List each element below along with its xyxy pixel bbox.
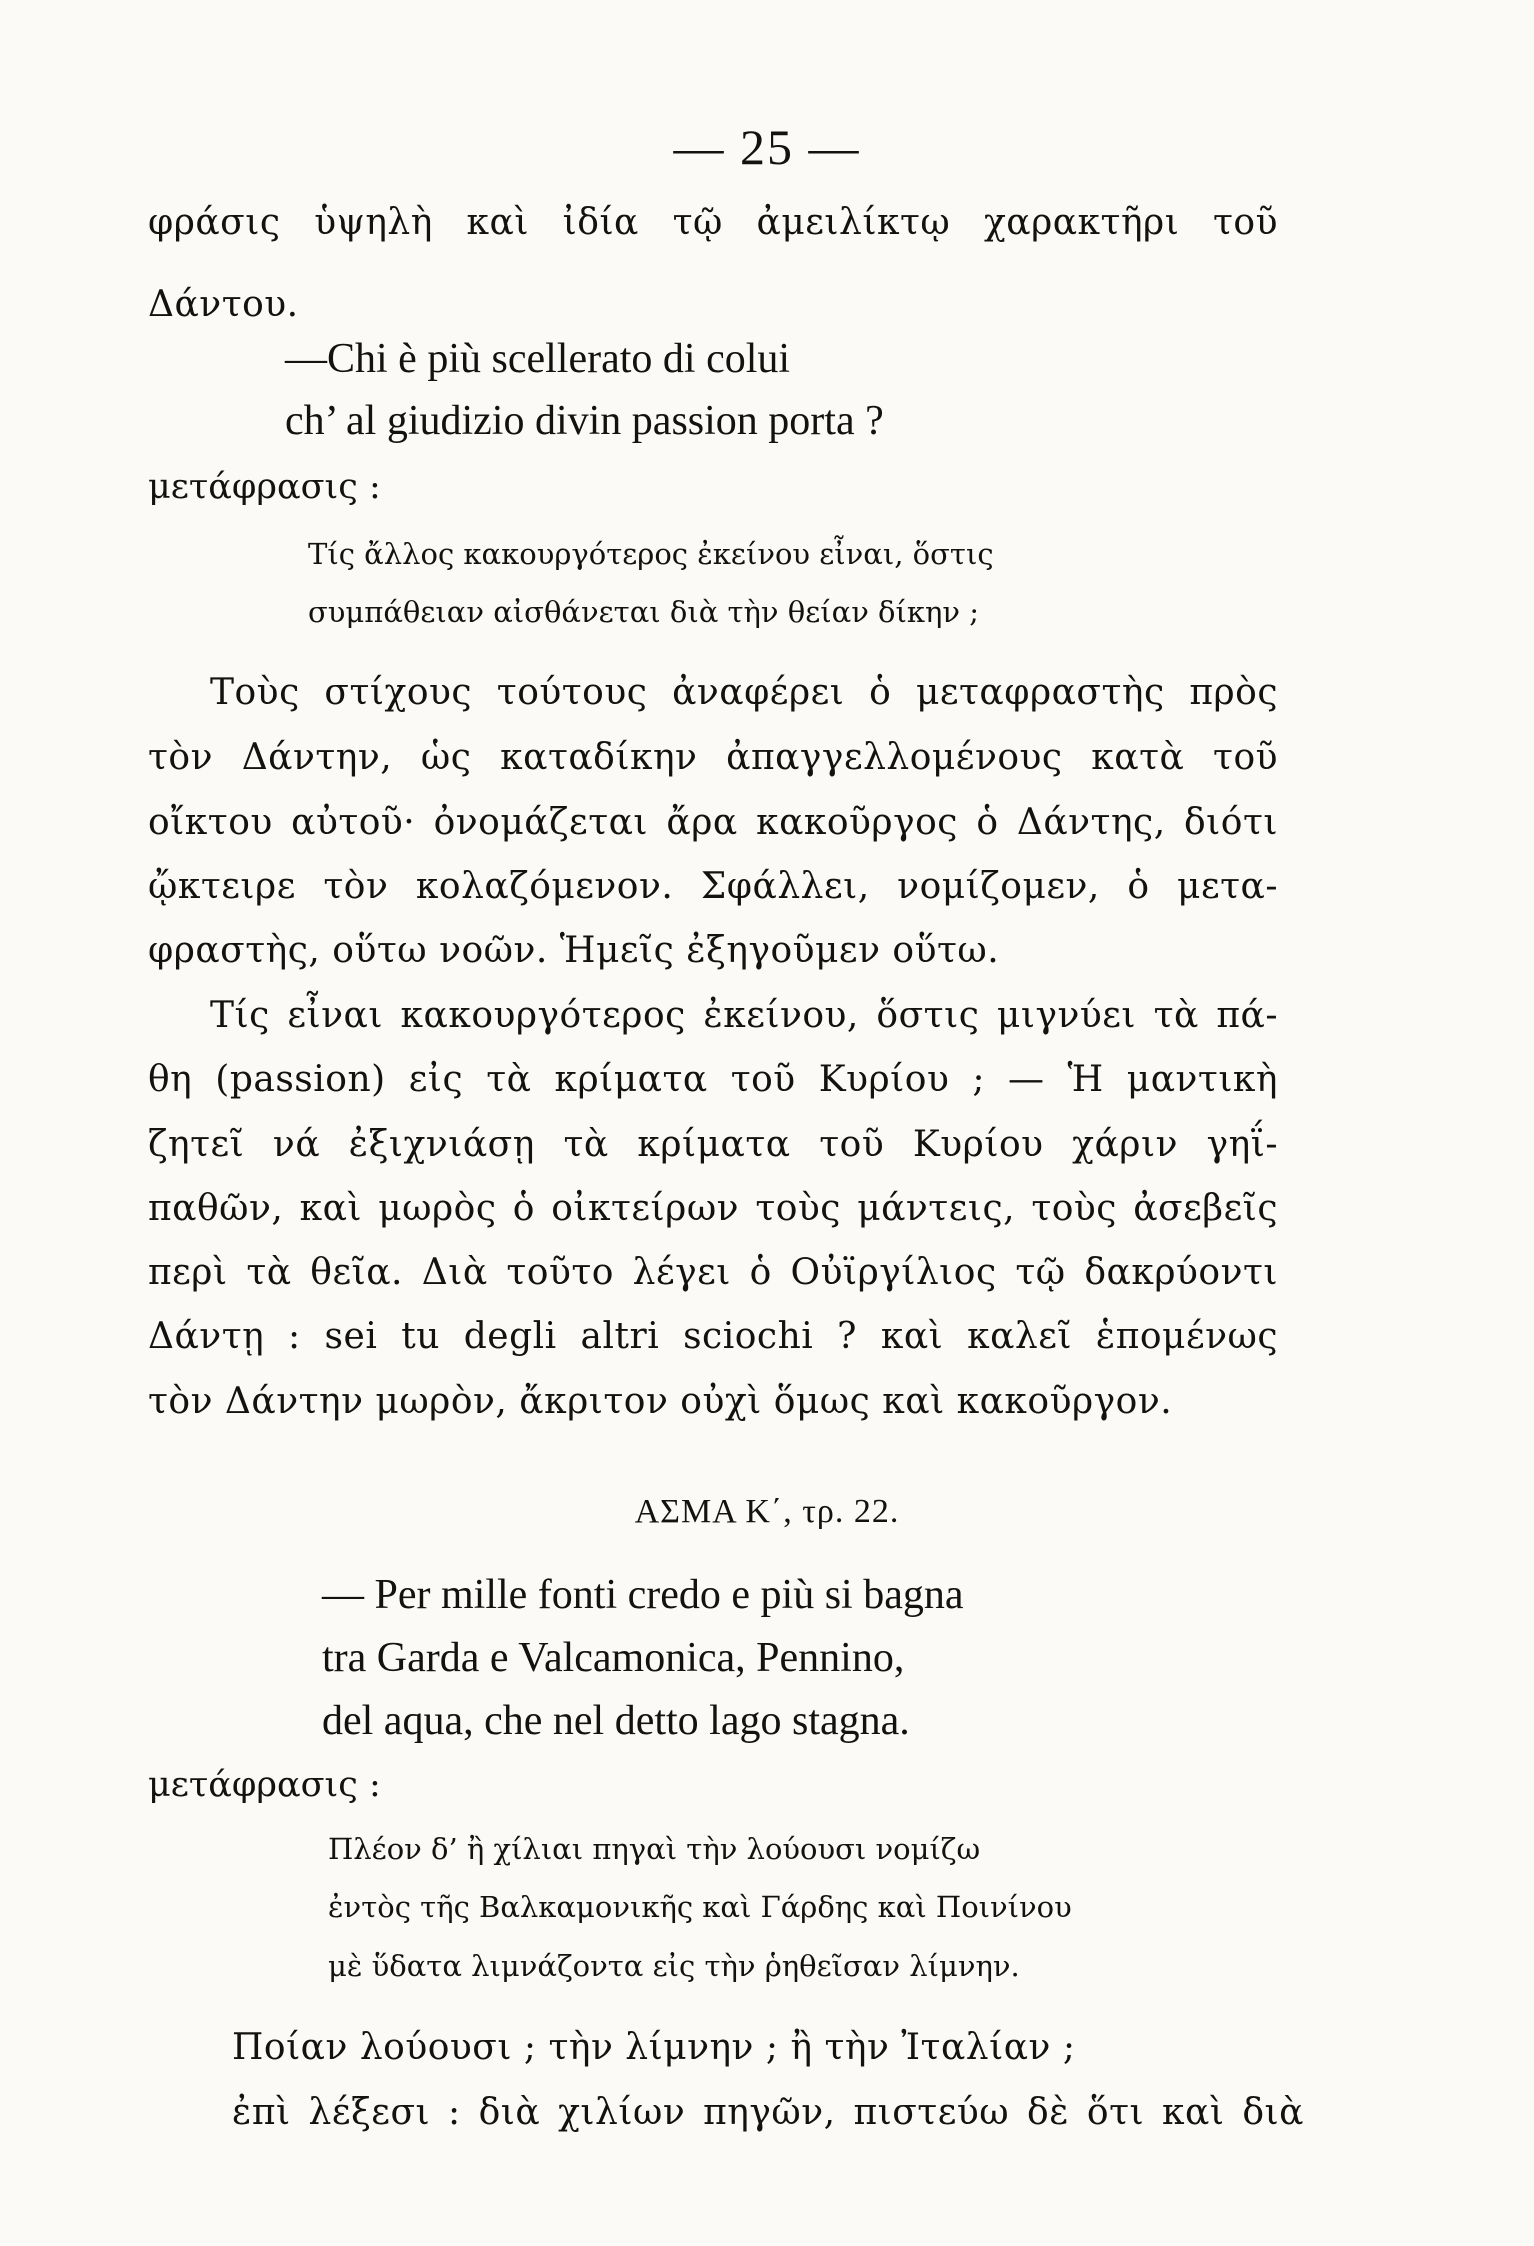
text-line: φραστὴς, οὕτω νοῶν. Ἡμεῖς ἐξηγοῦμεν οὕτω. — [148, 930, 1000, 971]
text-line: Δάντου. — [148, 284, 299, 325]
text-line: ζητεῖ νά ἐξιχνιάσῃ τὰ κρίματα τοῦ Κυρίου χάριν γηΐ- — [148, 1124, 1278, 1165]
page-number: — 25 — — [673, 119, 861, 175]
verse-line: — Per mille fonti credo e più si bagna — [322, 1572, 964, 1618]
text-line: ᾤκτειρε τὸν κολαζόμενον. Σφάλλει, νομίζομεν, ὁ μετα- — [148, 866, 1278, 907]
translation-line: Πλέον δ’ ἢ χίλιαι πηγαὶ τὴν λούουσι νομίζω — [328, 1832, 981, 1866]
translation-label: μετάφρασις : — [148, 467, 381, 507]
section-heading: ΑΣΜΑ Κ΄, τρ. 22. — [634, 1493, 900, 1530]
text-line: τὸν Δάντην, ὡς καταδίκην ἀπαγγελλομένους κατὰ τοῦ — [148, 737, 1278, 778]
text-line: Ποίαν λούουσι ; τὴν λίμνην ; ἢ τὴν Ἰταλίαν ; — [232, 2027, 1076, 2068]
text-line: Τίς εἶναι κακουργότερος ἐκείνου, ὅστις μιγνύει τὰ πά- — [210, 995, 1278, 1036]
verse-line: ch’ al giudizio divin passion porta ? — [285, 398, 884, 444]
text-line: φράσις ὑψηλὴ καὶ ἰδία τῷ ἀμειλίκτῳ χαρακτῆρι τοῦ — [148, 202, 1278, 243]
text-line: θη (passion) εἰς τὰ κρίματα τοῦ Κυρίου ; — Ἡ μαντικὴ — [148, 1059, 1278, 1100]
translation-line: ἐντὸς τῆς Βαλκαμονικῆς καὶ Γάρδης καὶ Ποινίνου — [328, 1890, 1072, 1924]
text-line: περὶ τὰ θεῖα. Διὰ τοῦτο λέγει ὁ Οὐϊργίλιος τῷ δακρύοντι — [148, 1252, 1278, 1293]
verse-line: tra Garda e Valcamonica, Pennino, — [322, 1635, 905, 1681]
text-line: Δάντῃ : sei tu degli altri sciochi ? καὶ καλεῖ ἑπομένως — [148, 1316, 1278, 1357]
verse-line: del aqua, che nel detto lago stagna. — [322, 1698, 910, 1744]
translation-line: Τίς ἄλλος κακουργότερος ἐκείνου εἶναι, ὅστις — [308, 537, 994, 571]
translation-line: συμπάθειαν αἰσθάνεται διὰ τὴν θείαν δίκην ; — [308, 595, 979, 629]
translation-label: μετάφρασις : — [148, 1765, 381, 1805]
text-line: ἐπὶ λέξεσι : διὰ χιλίων πηγῶν, πιστεύω δὲ ὅτι καὶ διὰ — [232, 2092, 1304, 2133]
translation-line: μὲ ὕδατα λιμνάζοντα εἰς τὴν ῥηθεῖσαν λίμνην. — [328, 1949, 1020, 1983]
text-line: παθῶν, καὶ μωρὸς ὁ οἰκτείρων τοὺς μάντεις, τοὺς ἀσεβεῖς — [148, 1188, 1278, 1229]
text-line: τὸν Δάντην μωρὸν, ἄκριτον οὐχὶ ὅμως καὶ κακοῦργον. — [148, 1381, 1173, 1422]
text-line: Τοὺς στίχους τούτους ἀναφέρει ὁ μεταφραστὴς πρὸς — [210, 672, 1278, 713]
text-line: οἴκτου αὐτοῦ· ὀνομάζεται ἄρα κακοῦργος ὁ Δάντης, διότι — [148, 802, 1278, 843]
verse-line: —Chi è più scellerato di colui — [285, 336, 791, 382]
